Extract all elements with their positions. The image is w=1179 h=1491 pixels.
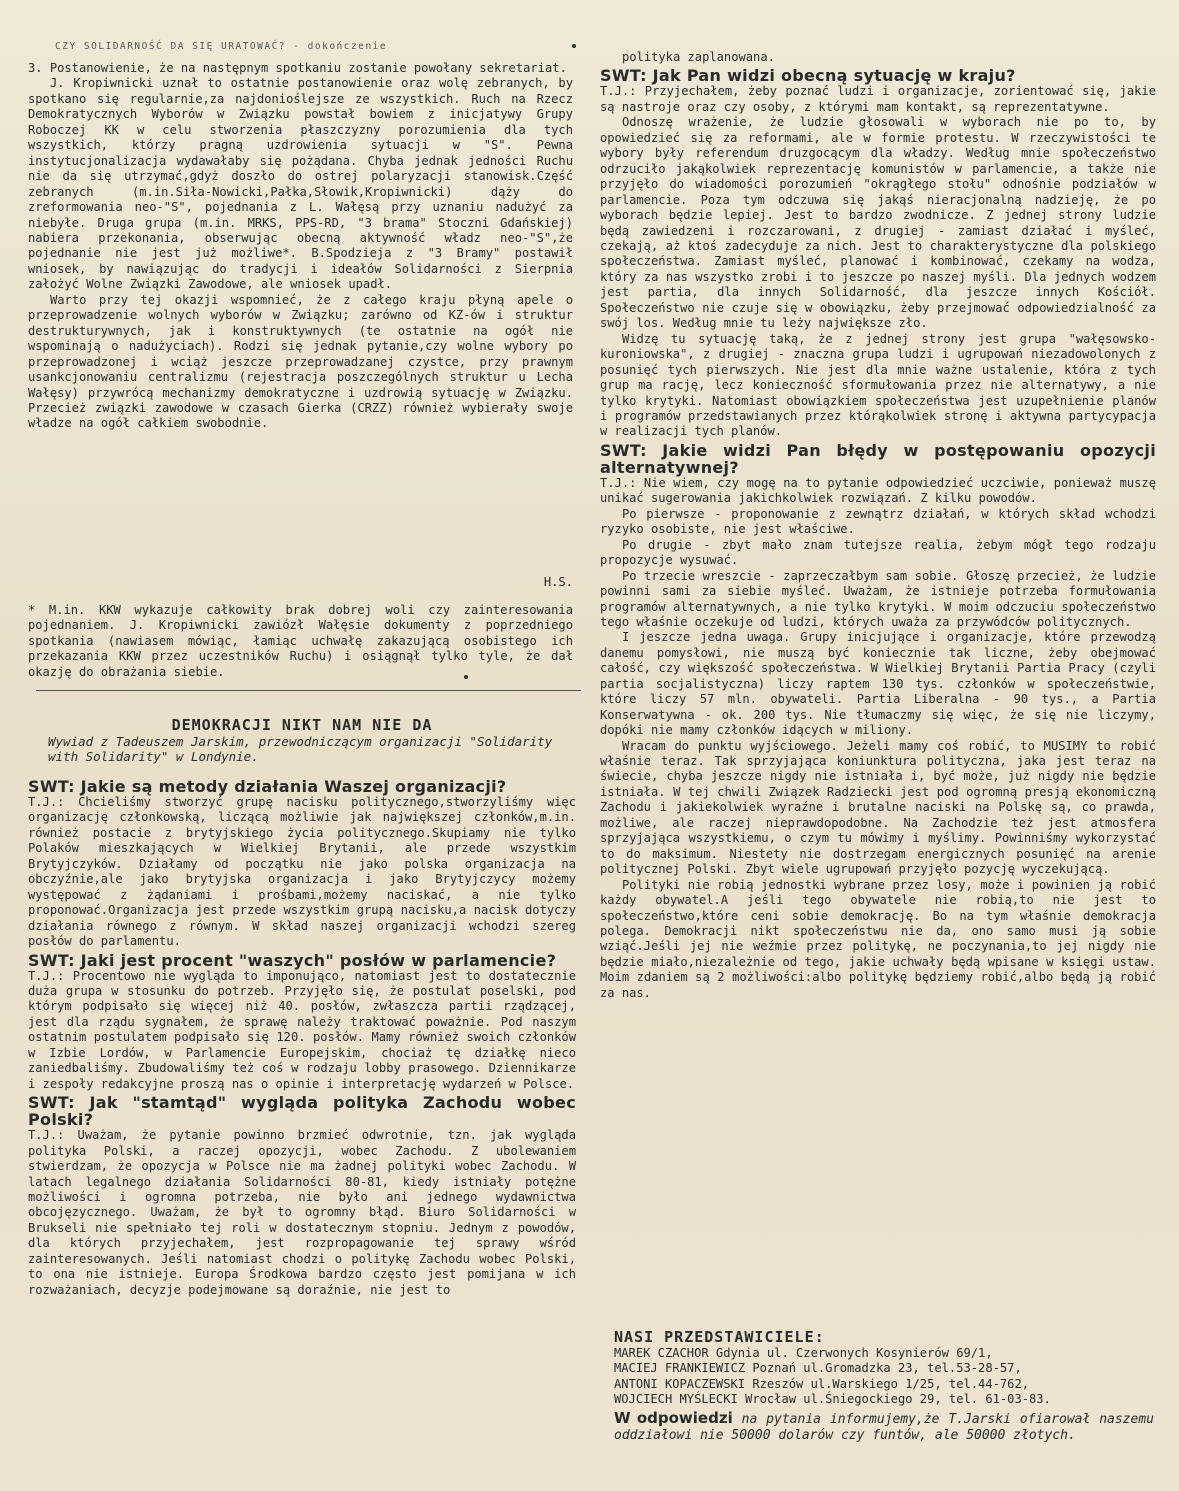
answer-note-body: na pytania informujemy,że T.Jarski ofiarował naszemu oddziałowi nie 50000 dolarów czy funtów, ale 50000 złotych. (614, 1412, 1154, 1443)
question-5: SWT: Jakie widzi Pan błędy w postępowaniu opozycji alternatywnej? (600, 440, 1156, 477)
answer-1: T.J.: Chcieliśmy stworzyć grupę nacisku politycznego,stworzyliśmy więc organizację członkowską, liczącą możliwie jak największej członków,m.in. również postacie z brytyjskiego życia politycznego.Skupiamy nie tylko Polaków mieszkających w Wielkiej Brytanii, ale przede wszystkim Brytyjczyków. Działamy od początku nie jako polska organizacja na obczyźnie,ale jako brytyjska organizacja i jako Brytyjczycy możemy występować z żądaniami i prośbami,możemy naciskać, a nie tylko proponować.Organizacja jest przede wszystkim grupą nacisku,a nacisk dotyczy działania równego z równym. W skład naszej organizacji wchodzi szereg posłów do parlamentu. (28, 795, 576, 949)
signature: H.S. (543, 575, 573, 589)
answer-2: T.J.: Procentowo nie wygląda to imponująco, natomiast jest to dostatecznie duża grupa w stosunku do potrzeb. Przyjęło się, że postulat poselski, pod którym podpisało się więcej niż 40. posłów, zwłaszcza partii rządzącej, jest dla rządu sygnałem, że sprawę należy traktować poważnie. Pod naszym ostatnim postulatem podpisało się 120. posłów. Mamy również swoich członków w Izbie Lordów, w Parlamencie Europejskim, chociaż tę działkę nieco zaniedbaliśmy. Zbudowaliśmy też coś w rodzaju lobby prasowego. Dziennikarze i zespoły redakcyjne proszą nas o opinie i interpretację wydarzeń w Polsce. (28, 968, 576, 1091)
article-subtitle: Wywiad z Tadeuszem Jarskim, przewodniczącym organizacji "Solidarity with Solidarity" w Londynie. (48, 734, 553, 764)
article-title: DEMOKRACJI NIKT NAM NIE DA (171, 716, 433, 734)
answer-4: T.J.: Przyjechałem, żeby poznać ludzi i organizacje, zorientować się, jakie są nastroje oraz czy osoby, z którymi mam kontakt, są reprezentatywne. (600, 84, 1156, 114)
answer-5: T.J.: Nie wiem, czy mogę na to pytanie odpowiedzieć uczciwie, ponieważ muszę unikać sugerowania jakichkolwiek rozwiązań. Z kilku powodów. (600, 475, 1156, 506)
paragraph: Warto przy tej okazji wspomnieć, że z całego kraju płyną apele o przeprowadzenie wolnych wyborów w Związku; zarówno od KZ-ów i struktur destrukturywnych, jak i konstruktywnych (te ostatnie na ogół nie wspominają o nadużyciach). Rodzi się jednak pytanie,czy wolne wybory po przeprowadzonej i wciąż jeszcze przeprowadzanej czystce, przy prawnym usankcjonowaniu centralizmu (rejestracja poszczególnych struktur u Lecha Wałęsy) przywrócą mechanizmy demokratyczne i uzdrowią sytuację w Związku. Przecież związki zawodowe w czasach Gierka (CRZZ) również wybierały swoje władze na ogół całkiem swobodnie. (28, 292, 573, 431)
question-4: SWT: Jak Pan widzi obecną sytuację w kraju? (600, 66, 1016, 86)
paragraph: 3. Postanowienie, że na następnym spotkaniu zostanie powołany sekretariat. (28, 61, 567, 75)
question-1: SWT: Jakie są metody działania Waszej organizacji? (28, 777, 507, 796)
answer-5: Po drugie - zbyt mało znam tutejsze realia, żebym mógł tego rodzaju propozycje wysuwać. (600, 537, 1156, 568)
representative-item: ANTONI KOPACZEWSKI Rzeszów ul.Warskiego 1/25, tel.44-762, (614, 1376, 1030, 1391)
question-2: SWT: Jaki jest procent "waszych" posłów w parlamencie? (28, 950, 557, 970)
answer-4: Widzę tu sytuację taką, że z jednej strony jest grupa "wałęsowsko-kuroniowska", z drugiej - znaczna grupa ludzi i ugrupowań niezadowolonych z posunięć tych pierwszych. Nie jest dla mnie ważne ustalenie, która z tych grup ma rację, lecz konieczność sformułowania przez nie alternatywy, a nie tylko krytyki. Natomiast obowiązkiem społeczeństwa jest uzupełnienie planów i programów przedstawianych przez którąkolwiek stronę i aktywna partycypacja w realizacji tych planów. (600, 331, 1156, 439)
representative-item: WOJCIECH MYŚLECKI Wrocław ul.Śniegockiego 29, tel. 61-03-83. (614, 1392, 1051, 1407)
question-3: SWT: Jak "stamtąd" wygląda polityka Zachodu wobec Polski? (28, 1093, 576, 1130)
answer-3: T.J.: Uważam, że pytanie powinno brzmieć odwrotnie, tzn. jak wygląda polityka Polski, a raczej opozycji, wobec Zachodu. Z ubolewaniem stwierdzam, że opozycja w Polsce nie ma żadnej polityki wobec Zachodu. W latach legalnego działania Solidarności 80-81, kiedy istniały potężne możliwości i ogromna potrzeba, nie było ani jednego wydawnictwa obcojęzycznego. Uważam, że był to ogromny błąd. Biuro Solidarności w Brukseli nie spełniało tej roli w dostatecznym stopniu. Jednym z powodów, dla których przyjechałem, jest rozpropagowanie tej sprawy wśród zainteresowanych. Jeśli natomiast chodzi o politykę Zachodu wobec Polski, to ona nie istnieje. Europa Środkowa bardzo często jest pomijana w ich rozważaniach, decyzje podejmowane są doraźnie, nie jest to (28, 1128, 576, 1297)
representatives-title: NASI PRZEDSTAWICIELE: (614, 1328, 825, 1346)
answer-5: Wracam do punktu wyjściowego. Jeżeli mamy coś robić, to MUSIMY to robić właśnie teraz. Tak sprzyjająca koniunktura polityczna, jaka jest teraz na świecie, chyba jeszcze nigdy nie istniała i, być może, już nigdy nie będzie istniała. W tej chwili Związek Radziecki jest pod ogromną presją ekonomiczną Zachodu i jakiekolwiek wyraźne i brutalne naciski na Polskę są, co prawda, możliwe, ale raczej nieprawdopodobne. Na Zachodzie też jest atmosfera sprzyjająca wszystkiemu, o czym tu mówimy i myślimy. Powinniśmy wykorzystać to do maksimum. Niestety nie dostrzegam energicznych posunięć na arenie politycznej Polski. Zbyt wiele ugrupowań przyjęło pozycję wyczekującą. (600, 738, 1156, 877)
answer-5: I jeszcze jedna uwaga. Grupy inicjujące i organizacje, które przewodzą danemu pomysłowi, nie muszą być koniecznie tak liczne, żeby obejmować całość, czy większość społeczeństwa. W Wielkiej Brytanii Partia Pracy (czyli partia socjalistyczna) liczy raptem 130 tys. członków w społeczeństwie, które liczy 57 mln. obywateli. Partia Liberalna - 90 tys., a Partia Konserwatywna - ok. 200 tys. Nie tłumaczmy się więc, że się nie liczymy, dopóki nie mamy członków idących w miliony. (600, 630, 1156, 738)
running-head: CZY SOLIDARNOŚĆ DA SIĘ URATOWAĆ? - dokończenie (55, 41, 388, 52)
interview-article (28, 716, 576, 1298)
answer-note-lead: W odpowiedzi (614, 1409, 733, 1427)
footnote (28, 603, 573, 680)
representative-item: MACIEJ FRANKIEWICZ Poznań ul.Gromadzka 23, tel.53-28-57, (614, 1361, 1022, 1376)
article-continuation (28, 61, 573, 432)
answer-note (614, 1410, 1154, 1444)
representative-item: MAREK CZACHOR Gdynia ul. Czerwonych Kosynierów 69/1, (614, 1346, 993, 1360)
interview-continuation (600, 50, 1156, 1001)
answer-4: Odnoszę wrażenie, że ludzie głosowali w wyborach nie po to, by opowiedzieć się za reformami, ale w formie protestu. W rzeczywistości te wybory były referendum druzgocącym dla władzy. Według mnie społeczeństwo odrzuciło jakąkolwiek reprezentację komunistów w parlamencie, a także nie przyjęło do wiadomości porozumień "okrągłego stołu" odnośnie podziałów w parlamencie. Poza tym odczuwa się jakąś nieracjonalną nadzieję, że po wyborach będzie lepiej. Jest to bardzo zwodnicze. Z jednej strony ludzie będą zawiedzeni i rozczarowani, z drugiej - zamiast działać i myśleć, czekają, aż ktoś zadecyduje za nich. Jest to charakterystyczne dla polskiego społeczeństwa. Zamiast myśleć, planować i kombinować, czekamy na wodza, który za nas wszystko zrobi i to jeszcze po naszej myśli. Dla jednych wodzem jest partia, dla innych Solidarność, dla jeszcze innych Kościół. Społeczeństwo nie czuje się w obowiązku, żeby przejmować odpowiedzialność za swój los. Według mnie tu leży największe zło. (600, 115, 1156, 331)
footnote-text: * M.in. KKW wykazuje całkowity brak dobrej woli czy zainteresowania pojednaniem. J. Kropiwnicki zawiózł Wałęsie dokumenty z poprzedniego spotkania (nawiasem mówiąc, łamiąc uchwałę zakazującą osobistego ich przekazania KKW przez uczestników Ruchu) i osiągnął tylko tyle, że dał okazję do obrażania siebie. (28, 603, 573, 679)
paragraph: polityka zaplanowana. (622, 50, 775, 64)
right-column (600, 0, 1160, 1491)
representatives (614, 1328, 1154, 1408)
answer-5: Po pierwsze - proponowanie z zewnątrz działań, w których skład wchodzi ryzyko osobiste, nie jest właściwe. (600, 506, 1156, 537)
divider (36, 690, 581, 691)
left-column (28, 0, 584, 1491)
answer-note-text (614, 1410, 1154, 1444)
answer-5: Polityki nie robią jednostki wybrane przez losy, może i powinien ją robić każdy obywatel.A jeśli tego obywatele nie robią,to nie jest to społeczeństwo,które ceni sobie demokrację. Bo na tym właśnie demokracja polega. Demokracji nikt społeczeństwu nie da, ono samo musi ją sobie wziąć.Jeśli jej nie weźmie przez politykę, ne poczynania,to jej nigdy nie będzie miało,niezależnie od tego, jakie uchwały będą wpisane w księgi ustaw. Moim zdaniem są 2 możliwości:albo politykę będziemy robić,albo będą ją robić za nas. (600, 877, 1156, 1000)
ink-dot (464, 675, 468, 679)
answer-5: Po trzecie wreszcie - zaprzeczałbym sam sobie. Głoszę przecież, że ludzie powinni sami za siebie myśleć. Uważam, że istnieje potrzeba formułowania programów alternatywnych, a nie tylko krytyki. W moim odczuciu społeczeństwo tego właśnie oczekuje od ludzi, których uważa za przywódców politycznych. (600, 568, 1156, 629)
paragraph: J. Kropiwnicki uznał to ostatnie postanowienie oraz wolę zebranych, by spotkano się regularnie,za najdonioślejsze ze wszystkich. Ruch na Rzecz Demokratycznych Wyborów w Związku powstał bowiem z inicjatywy Grupy Roboczej KK w celu stworzenia płaszczyzny porozumienia dla tych wszystkich, którzy pragną uzdrowienia sytuacji w "S". Pewna instytucjonalizacja wydawałaby się pożądana. Chyba jednak jedności Ruchu nie da się utrzymać,gdyż doszło do ostrej polaryzacji stanowisk.Część zebranych (m.in.Siła-Nowicki,Pałka,Słowik,Kropiwnicki) dąży do zreformowania neo-"S", pojednania z L. Wałęsą przy uznaniu nadużyć za niebyłe. Druga grupa (m.in. MRKS, PPS-RD, "3 brama" Stoczni Gdańskiej) nabiera przekonania, obserwując obecną aktywność władz neo-"S",że pojednanie nie jest już możliwe*. B.Spodzieja z "3 Bramy" postawił wniosek, by nawiązując do tradycji i ideałów Solidarności z Sierpnia założyć Wolne Związki Zawodowe, ale wniosek upadł. (28, 76, 573, 292)
